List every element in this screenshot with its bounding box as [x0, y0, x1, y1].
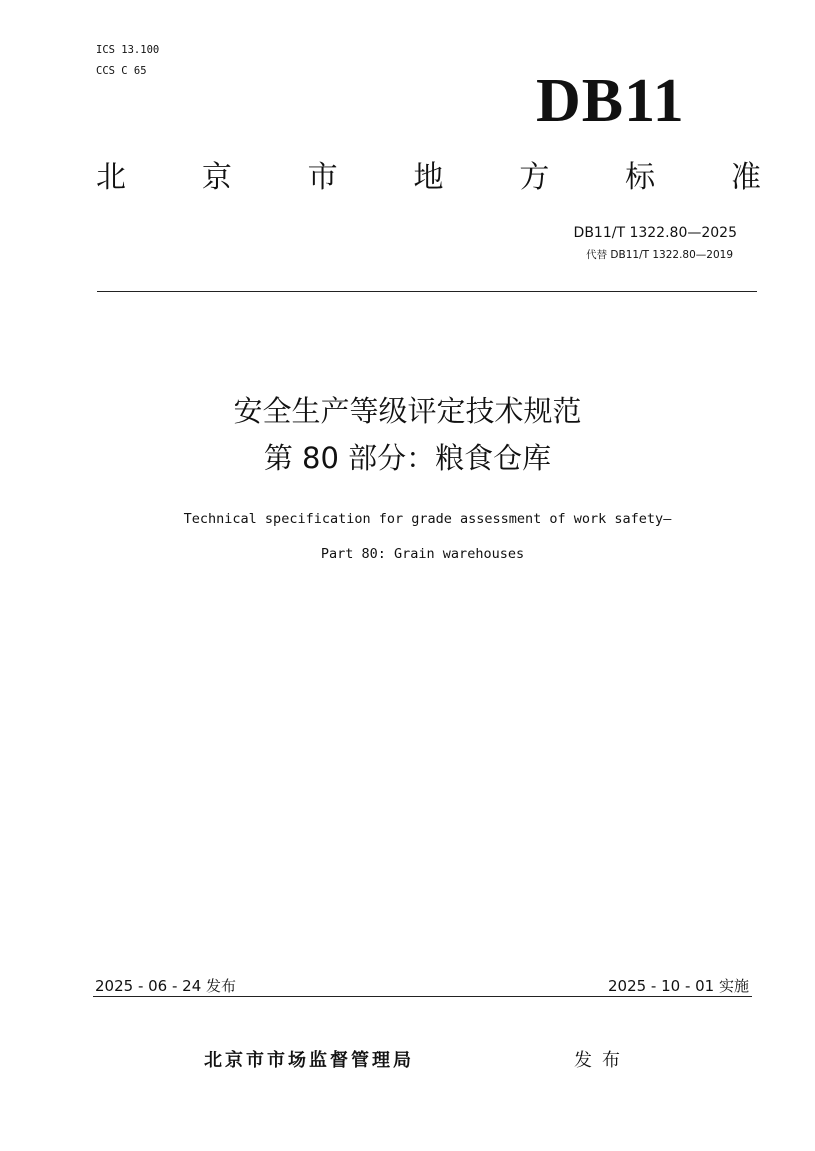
- standard-type-char: 地: [413, 160, 444, 195]
- standard-type-char: 北: [96, 160, 126, 195]
- title-cn-line2: 第 80 部分：粮食仓库: [263, 441, 552, 475]
- standard-type-char: 市: [307, 160, 338, 195]
- standard-number: DB11/T 1322.80—2025: [573, 225, 737, 241]
- title-cn-line1: 安全生产等级评定技术规范: [233, 394, 582, 428]
- standard-type-char: 准: [730, 160, 761, 195]
- title-en-line1: Technical specification for grade assessment of work safety—: [183, 511, 672, 527]
- issue-date: 2025 - 06 - 24 发布: [95, 977, 237, 995]
- standard-type-char: 京: [201, 160, 232, 195]
- publisher-name: 北京市市场监督管理局: [204, 1050, 414, 1071]
- standard-type-char: 标: [625, 160, 656, 195]
- db11-logo: DB11: [536, 67, 685, 135]
- title-en-line2: Part 80: Grain warehouses: [320, 546, 525, 562]
- ccs-code: CCS C 65: [96, 65, 147, 77]
- ics-code: ICS 13.100: [96, 44, 160, 56]
- standard-type-heading: [96, 158, 761, 198]
- header-divider: [97, 291, 757, 292]
- implementation-date: 2025 - 10 - 01 实施: [607, 977, 749, 995]
- publish-label: 发布: [574, 1050, 630, 1071]
- footer-divider: [93, 996, 752, 997]
- replaced-standard: 代替 DB11/T 1322.80—2019: [586, 249, 733, 261]
- standard-type-char: 方: [519, 160, 550, 195]
